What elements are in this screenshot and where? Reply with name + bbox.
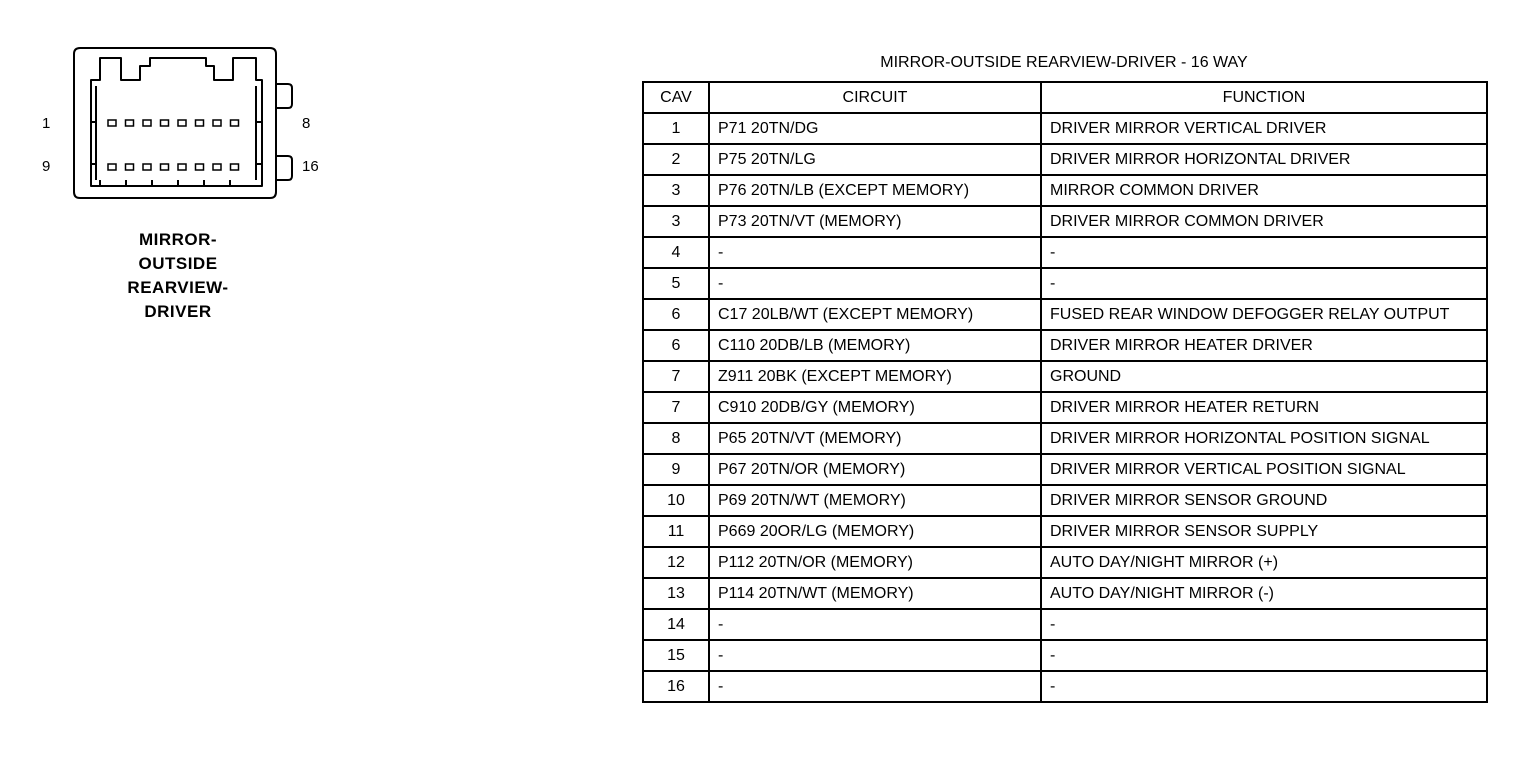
pin-label-16: 16 <box>302 158 319 175</box>
circuit-cell: P67 20TN/OR (MEMORY) <box>709 454 1041 485</box>
caption-line: MIRROR- <box>138 230 218 249</box>
function-cell: AUTO DAY/NIGHT MIRROR (+) <box>1041 547 1487 578</box>
circuit-cell: P75 20TN/LG <box>709 144 1041 175</box>
table-row <box>643 671 1487 702</box>
pin-cavity-7 <box>213 120 221 126</box>
caption-line: OUTSIDE <box>138 254 218 273</box>
cav-cell: 5 <box>643 268 709 299</box>
table-row <box>643 330 1487 361</box>
function-cell: DRIVER MIRROR VERTICAL DRIVER <box>1041 113 1487 144</box>
pin-cavity-11 <box>143 164 151 170</box>
cav-cell: 3 <box>643 175 709 206</box>
table-row <box>643 485 1487 516</box>
pin-label-9: 9 <box>42 158 51 175</box>
connector-caption <box>100 228 256 324</box>
circuit-cell: P114 20TN/WT (MEMORY) <box>709 578 1041 609</box>
table-row <box>643 547 1487 578</box>
function-cell: DRIVER MIRROR SENSOR GROUND <box>1041 485 1487 516</box>
pin-cavity-12 <box>161 164 169 170</box>
pinout-table <box>642 81 1488 703</box>
circuit-cell: C110 20DB/LB (MEMORY) <box>709 330 1041 361</box>
pin-cavity-14 <box>196 164 204 170</box>
function-cell: DRIVER MIRROR COMMON DRIVER <box>1041 206 1487 237</box>
pin-cavity-9 <box>108 164 116 170</box>
circuit-cell: P69 20TN/WT (MEMORY) <box>709 485 1041 516</box>
circuit-cell: P669 20OR/LG (MEMORY) <box>709 516 1041 547</box>
pin-cavity-10 <box>126 164 134 170</box>
connector-right-latch-bottom <box>276 156 292 180</box>
cav-cell: 3 <box>643 206 709 237</box>
cav-cell: 11 <box>643 516 709 547</box>
cav-cell: 4 <box>643 237 709 268</box>
function-cell: MIRROR COMMON DRIVER <box>1041 175 1487 206</box>
pin-cavity-15 <box>213 164 221 170</box>
connector-face-diagram <box>0 0 340 215</box>
table-row <box>643 299 1487 330</box>
cav-cell: 2 <box>643 144 709 175</box>
table-row <box>643 640 1487 671</box>
circuit-cell: - <box>709 237 1041 268</box>
circuit-cell: - <box>709 268 1041 299</box>
function-cell: - <box>1041 640 1487 671</box>
table-row <box>643 578 1487 609</box>
function-cell: DRIVER MIRROR HORIZONTAL POSITION SIGNAL <box>1041 423 1487 454</box>
cav-cell: 9 <box>643 454 709 485</box>
pin-cavity-1 <box>108 120 116 126</box>
function-cell: DRIVER MIRROR HORIZONTAL DRIVER <box>1041 144 1487 175</box>
cav-cell: 1 <box>643 113 709 144</box>
circuit-cell: - <box>709 640 1041 671</box>
pin-cavity-4 <box>161 120 169 126</box>
pin-label-8: 8 <box>302 115 311 132</box>
circuit-cell: P112 20TN/OR (MEMORY) <box>709 547 1041 578</box>
pin-cavity-5 <box>178 120 186 126</box>
pin-cavity-8 <box>231 120 239 126</box>
function-cell: - <box>1041 268 1487 299</box>
table-row <box>643 144 1487 175</box>
function-cell: AUTO DAY/NIGHT MIRROR (-) <box>1041 578 1487 609</box>
cav-cell: 6 <box>643 299 709 330</box>
table-row <box>643 268 1487 299</box>
header-function: FUNCTION <box>1041 82 1487 113</box>
function-cell: - <box>1041 609 1487 640</box>
table-row <box>643 237 1487 268</box>
function-cell: FUSED REAR WINDOW DEFOGGER RELAY OUTPUT <box>1041 299 1487 330</box>
cav-cell: 12 <box>643 547 709 578</box>
table-row <box>643 516 1487 547</box>
header-cav: CAV <box>643 82 709 113</box>
circuit-cell: P71 20TN/DG <box>709 113 1041 144</box>
cav-cell: 14 <box>643 609 709 640</box>
table-row <box>643 361 1487 392</box>
cav-cell: 10 <box>643 485 709 516</box>
connector-outer-housing <box>74 48 276 198</box>
cav-cell: 7 <box>643 361 709 392</box>
pin-label-1: 1 <box>42 115 51 132</box>
table-row <box>643 454 1487 485</box>
circuit-cell: P76 20TN/LB (EXCEPT MEMORY) <box>709 175 1041 206</box>
header-circuit: CIRCUIT <box>709 82 1041 113</box>
table-row <box>643 175 1487 206</box>
circuit-cell: - <box>709 609 1041 640</box>
function-cell: GROUND <box>1041 361 1487 392</box>
function-cell: - <box>1041 237 1487 268</box>
cav-cell: 8 <box>643 423 709 454</box>
cav-cell: 15 <box>643 640 709 671</box>
caption-line: REARVIEW- <box>127 278 229 297</box>
table-header-row <box>643 82 1487 113</box>
table-row <box>643 423 1487 454</box>
function-cell: - <box>1041 671 1487 702</box>
table-row <box>643 609 1487 640</box>
table-row <box>643 392 1487 423</box>
cav-cell: 6 <box>643 330 709 361</box>
circuit-cell: P73 20TN/VT (MEMORY) <box>709 206 1041 237</box>
circuit-cell: C910 20DB/GY (MEMORY) <box>709 392 1041 423</box>
pin-cavity-2 <box>126 120 134 126</box>
connector-right-latch-top <box>276 84 292 108</box>
function-cell: DRIVER MIRROR HEATER DRIVER <box>1041 330 1487 361</box>
cav-cell: 16 <box>643 671 709 702</box>
function-cell: DRIVER MIRROR VERTICAL POSITION SIGNAL <box>1041 454 1487 485</box>
circuit-cell: C17 20LB/WT (EXCEPT MEMORY) <box>709 299 1041 330</box>
function-cell: DRIVER MIRROR HEATER RETURN <box>1041 392 1487 423</box>
cav-cell: 7 <box>643 392 709 423</box>
pin-cavity-6 <box>196 120 204 126</box>
cav-cell: 13 <box>643 578 709 609</box>
pin-cavity-16 <box>231 164 239 170</box>
pin-cavity-13 <box>178 164 186 170</box>
table-title: MIRROR-OUTSIDE REARVIEW-DRIVER - 16 WAY <box>880 54 1248 71</box>
caption-line: DRIVER <box>144 302 212 321</box>
function-cell: DRIVER MIRROR SENSOR SUPPLY <box>1041 516 1487 547</box>
circuit-cell: P65 20TN/VT (MEMORY) <box>709 423 1041 454</box>
table-row <box>643 113 1487 144</box>
pin-cavity-3 <box>143 120 151 126</box>
table-row <box>643 206 1487 237</box>
circuit-cell: - <box>709 671 1041 702</box>
circuit-cell: Z911 20BK (EXCEPT MEMORY) <box>709 361 1041 392</box>
